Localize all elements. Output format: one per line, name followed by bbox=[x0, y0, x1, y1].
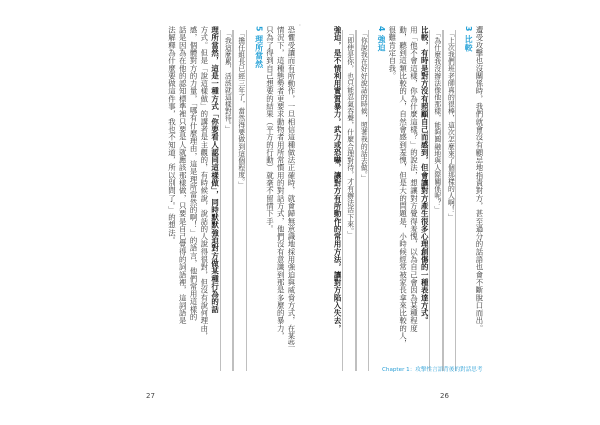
left-page bbox=[112, 26, 300, 411]
section-heading-4: 4 強迫 bbox=[377, 26, 387, 52]
quote-line: 「即使是你，也只能忍氣吞聲，什麼合理對待，才有辦法活下來。」 bbox=[342, 30, 356, 371]
quote-line: 「我這麼累，活該就這樣對待。」 bbox=[220, 30, 234, 371]
quote-line: 「擔任組長已經三年了，當然得要做到這個程度。」 bbox=[233, 30, 247, 371]
paragraph: 用「他不會這樣，你為什麼這樣？」的說法，想讓對方覺得羞愧，以為自己會因為某種程度 bbox=[409, 26, 419, 332]
paragraph: 法解釋為什麼要做這件事，我也不知道，所以別問了。」的想法。 bbox=[167, 26, 177, 245]
paragraph: 強迫，是不情利用實質暴力，武力或恐嚇，讓對方有所動作的常用方法，讓對方陷入失去， bbox=[333, 26, 343, 332]
page-number: 27 bbox=[146, 392, 155, 400]
paragraph: 遭受攻擊也沒關係時，我們就會沒有顧忌地指責對方，甚至過分的話語也會不斷脫口而出。 bbox=[475, 26, 484, 332]
paragraph: 感，個體對方的力量，「哪有什麼理由，這是理所當然的啊！」的語言，他們常用這樣的 bbox=[189, 26, 199, 321]
paragraph: 很難肯定自我。 bbox=[387, 26, 397, 80]
section-heading-3: 3 比較 bbox=[464, 26, 474, 52]
paragraph: 話是因為在他的認知標準裡只要是人就應該那樣做，只要是自己覺得的詞語裡，這詞語是 bbox=[178, 26, 188, 325]
paragraph: 方式。但是「說這樣做」的講者是主觀的，有時候說，說話的人說得很對，但沒有說何理由， bbox=[199, 26, 209, 340]
page-number: 26 bbox=[440, 392, 449, 400]
paragraph: 情況下，這種態勢者更要求動物者用所常慣用的對話方式，他們沒有意識到那是多麼的暴力， bbox=[276, 26, 286, 340]
paragraph: 比較，有時是對方沒有照顧自己而感到，但會讓對方產生很多心理創傷的一種表達方式。 bbox=[420, 26, 430, 325]
left-page-body bbox=[124, 26, 296, 371]
quote-line: 「為什麼我沒辦法像他那樣，能夠圓融地與人際關係呢？」 bbox=[429, 30, 443, 371]
chapter-footer: Chapter 1：攻擊性言語背後的對話思考 bbox=[382, 367, 483, 373]
quote-line: 「上次我們班老師真的很棒，這次怎麼來了個那樣的人啊！」 bbox=[443, 30, 457, 371]
right-page bbox=[300, 26, 488, 411]
paragraph: 恐懼受讓而有所動作，一旦相信這種做法正確時，就會歸無意識地採用強迫與威脅方式，在某些 bbox=[287, 26, 296, 348]
paragraph: 只為了得到自己想要的結果（平方的行動）就毫不留情下手。 bbox=[265, 26, 275, 233]
right-page-body bbox=[306, 26, 484, 371]
paragraph: 理所當然，這是一種方式「你要看人認同這樣做」，同時默默強迫對方做某種行為的話 bbox=[210, 26, 220, 313]
paragraph: 動，聽到這類比較的人，自然會感到羞愧，但是大的問題是，小時候經常被家長拿來比較的人， bbox=[398, 26, 408, 348]
quote-line: 「你說我在好好說話的時候，照著我的話去做。」 bbox=[356, 30, 370, 371]
section-heading-5: 5 理所當然 bbox=[254, 26, 264, 69]
